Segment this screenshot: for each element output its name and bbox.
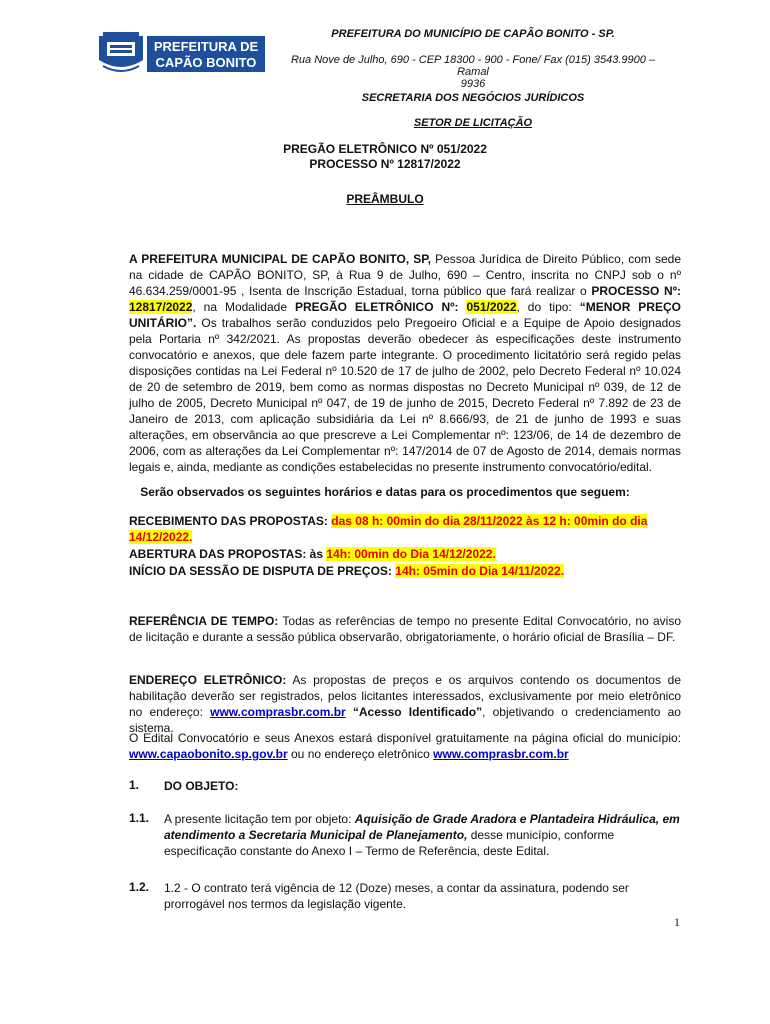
pregao-title: PREGÃO ELETRÔNICO Nº 051/2022 <box>283 142 487 156</box>
header-address: Rua Nove de Julho, 690 - CEP 18300 - 900 - Fone/ Fax (015) 3543.9900 – Ramal 9936 <box>290 54 656 90</box>
endereco-paragraph: ENDEREÇO ELETRÔNICO: As propostas de preços e os arquivos contendo os documentos de habilitação deverão ser registrados, pelos licitantes interessados, exclusivamente por meio eletrônico no endereço: www.comprasbr.com.br “Acesso Identificado”, objetivando o credenciamento ao sistema. <box>129 673 682 735</box>
header-title: PREFEITURA DO MUNICÍPIO DE CAPÃO BONITO - SP. <box>331 28 615 40</box>
recebimento-line: RECEBIMENTO DAS PROPOSTAS: das 08 h: 00min do dia 28/11/2022 às 12 h: 00min do dia 14/12/2022. <box>129 514 648 544</box>
section-1-1-text: A presente licitação tem por objeto: Aquisição de Grade Aradora e Plantadeira Hidráulica, em atendimento a Secretaria Municipal de Planejamento, desse município, conforme especificação constante do Anexo I – Termo de Referência, deste Edital. <box>164 812 680 858</box>
logo-line1: PREFEITURA DE <box>153 39 259 54</box>
section-1-2-text: 1.2 - O contrato terá vigência de 12 (Doze) meses, a contar da assinatura, podendo ser prorrogável nos termos da legislação vigente. <box>164 881 629 911</box>
abertura-line: ABERTURA DAS PROPOSTAS: às 14h: 00min do Dia 14/12/2022. <box>129 547 496 561</box>
logo-line2: CAPÃO BONITO <box>155 55 257 70</box>
edital-paragraph: O Edital Convocatório e seus Anexos estará disponível gratuitamente na página oficial do município: www.capaobonito.sp.gov.br ou no endereço eletrônico www.comprasbr.com.br <box>129 731 681 761</box>
comprasbr-link[interactable]: www.comprasbr.com.br <box>210 705 346 719</box>
schedule-heading: Serão observados os seguintes horários e datas para os procedimentos que seguem: <box>140 485 630 499</box>
section-1-title: DO OBJETO: <box>164 779 239 793</box>
intro-paragraph: A PREFEITURA MUNICIPAL DE CAPÃO BONITO, SP, Pessoa Jurídica de Direito Público, com sede na cidade de CAPÃO BONITO, SP, à Rua 9 de Julho, 690 – Centro, inscrita no CNPJ sob o nº 46.634.259/0001-95 , Isenta de Inscrição Estadual, torna público que fará realizar o PROCESSO Nº: 12817/2022, na Modalidade PREGÃO ELETRÔNICO Nº: 051/2022, do tipo: “MENOR PREÇO UNITÁRIO”. Os trabalhos serão conduzidos pelo Pregoeiro Oficial e a Equipe de Apoio designados pela Portaria nº 342/2021. As propostas deverão obedecer às especificações deste instrumento convocatório e anexos, que dele fazem parte integrante. O procedimento licitatório será regido pelas disposições contidas na Lei Federal nº 10.520 de 17 de julho de 2002, pelo Decreto Federal nº 10.024 de 20 de setembro de 2019, bem como as normas dispostas no Decreto Municipal nº 039, de 12 de julho de 2005, Decreto Municipal nº 047, de 19 de junho de 2015, Decreto Federal nº 7.892 de 23 de Janeiro de 2013, com aplicação subsidiária da Lei nº 8.666/93, de 21 de junho de 1993 e suas alterações, em observância ao que prescreve a Lei Complementar nº: 123/06, de 14 de dezembro de 2006, com as alterações da Lei Complementar nº: 147/2014 de 07 de Agosto de 2014, demais normas legais e, ainda, mediante as condições estabelecidas no presente instrumento convocatório/edital. <box>129 252 681 474</box>
header-secretaria: SECRETARIA DOS NEGÓCIOS JURÍDICOS <box>361 92 585 104</box>
capaobonito-link[interactable]: www.capaobonito.sp.gov.br <box>129 747 288 761</box>
processo-title: PROCESSO Nº 12817/2022 <box>309 157 461 171</box>
section-1-1-number: 1.1. <box>129 811 150 825</box>
prefeitura-logo <box>97 30 267 77</box>
page-number: 1 <box>674 915 680 929</box>
inicio-line: INÍCIO DA SESSÃO DE DISPUTA DE PREÇOS: 14h: 05min do Dia 14/11/2022. <box>129 564 565 578</box>
section-1-number: 1. <box>129 778 140 792</box>
referencia-paragraph: REFERÊNCIA DE TEMPO: Todas as referências de tempo no presente Edital Convocatório, no aviso de licitação e durante a sessão pública observarão, obrigatoriamente, o horário oficial de Brasília – DF. <box>129 614 681 644</box>
coat-of-arms-icon <box>99 32 143 71</box>
comprasbr-link-2[interactable]: www.comprasbr.com.br <box>433 747 569 761</box>
header-setor: SETOR DE LICITAÇÃO <box>413 117 533 129</box>
section-1-2-number: 1.2. <box>129 880 150 894</box>
preambulo-title: PREÂMBULO <box>346 192 424 206</box>
